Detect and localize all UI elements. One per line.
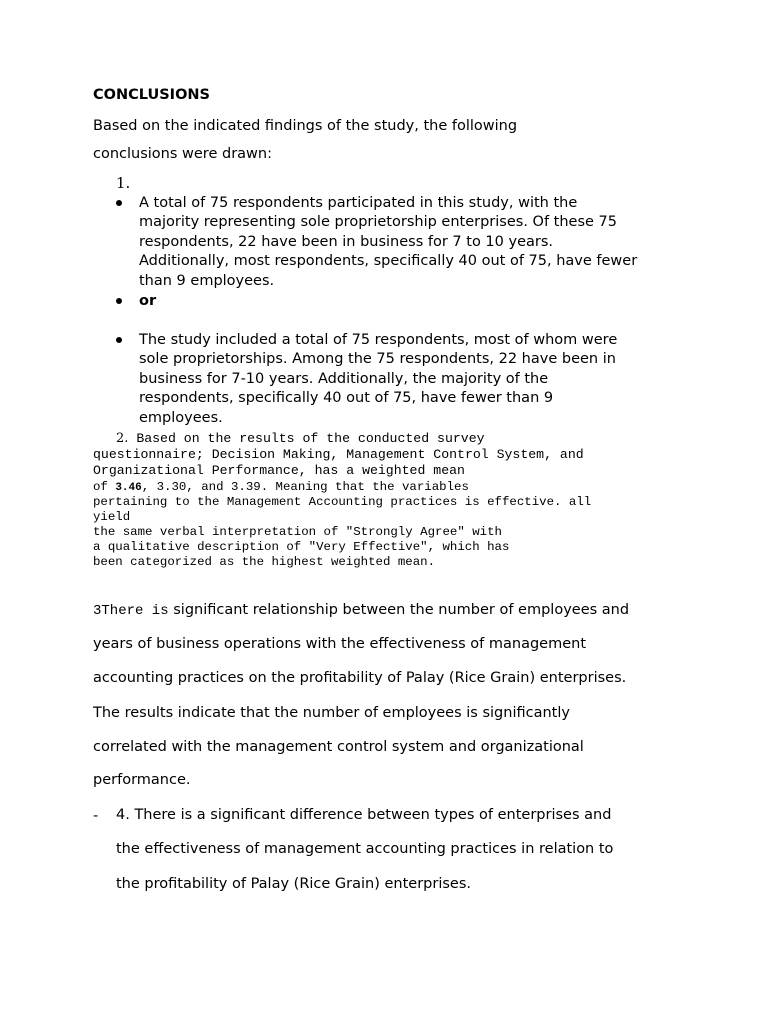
or-label: or <box>139 293 157 309</box>
item4-line: 4. There is a significant difference between types of enterprises and <box>116 807 612 823</box>
item2-line: 2. Based on the results of the conducted survey <box>116 431 485 446</box>
bullet1-line: respondents, 22 have been in business for 7 to 10 years. <box>139 234 554 250</box>
list-number-1: 1. <box>116 174 131 192</box>
bullet1-line: majority representing sole proprietorship enterprises. Of these 75 <box>139 214 617 230</box>
item4-line: the effectiveness of management accounting practices in relation to <box>116 841 614 857</box>
item2-line: questionnaire; Decision Making, Management Control System, and <box>93 447 584 462</box>
bullet1-line: Additionally, most respondents, specifically 40 out of 75, have fewer <box>139 253 638 269</box>
page-title: CONCLUSIONS <box>93 87 210 103</box>
list-number-2: 2. <box>116 431 129 446</box>
item2-line: a qualitative description of "Very Effective", which has <box>93 540 510 554</box>
item4-line: the profitability of Palay (Rice Grain) enterprises. <box>116 876 472 892</box>
item3-line: years of business operations with the effectiveness of management <box>93 636 587 652</box>
bullet2-line: The study included a total of 75 respondents, most of whom were <box>139 332 618 348</box>
item3-line: accounting practices on the profitability of Palay (Rice Grain) enterprises. <box>93 670 627 686</box>
item4-dash: - <box>93 808 99 824</box>
intro-line-1: Based on the indicated findings of the study, the following <box>93 118 518 134</box>
item2-line: yield <box>93 510 131 524</box>
item2-line: Organizational Performance, has a weighted mean <box>93 463 465 478</box>
item3-line: 3There is significant relationship between the number of employees and <box>93 602 630 619</box>
bullet1-line: A total of 75 respondents participated in this study, with the <box>139 195 578 211</box>
item2-line: pertaining to the Management Accounting practices is effective. all <box>93 495 592 509</box>
item3-prefix: 3There is <box>93 603 169 619</box>
item3-line: correlated with the management control system and organizational <box>93 739 584 755</box>
item2-line: of 3.46, 3.30, and 3.39. Meaning that the variables <box>93 480 469 494</box>
item3-line: The results indicate that the number of employees is significantly <box>93 705 570 721</box>
bullet-icon <box>116 337 122 343</box>
bullet2-line: respondents, specifically 40 out of 75, have fewer than 9 <box>139 390 554 406</box>
item2-line: the same verbal interpretation of "Strongly Agree" with <box>93 525 502 539</box>
bullet-icon <box>116 298 122 304</box>
intro-line-2: conclusions were drawn: <box>93 146 272 162</box>
bullet2-line: business for 7-10 years. Additionally, the majority of the <box>139 371 549 387</box>
bullet2-line: employees. <box>139 410 223 426</box>
item2-line: been categorized as the highest weighted mean. <box>93 555 436 569</box>
bullet2-line: sole proprietorships. Among the 75 respondents, 22 have been in <box>139 351 616 367</box>
item3-line: performance. <box>93 772 191 788</box>
bullet-icon <box>116 200 122 206</box>
bullet1-line: than 9 employees. <box>139 273 275 289</box>
